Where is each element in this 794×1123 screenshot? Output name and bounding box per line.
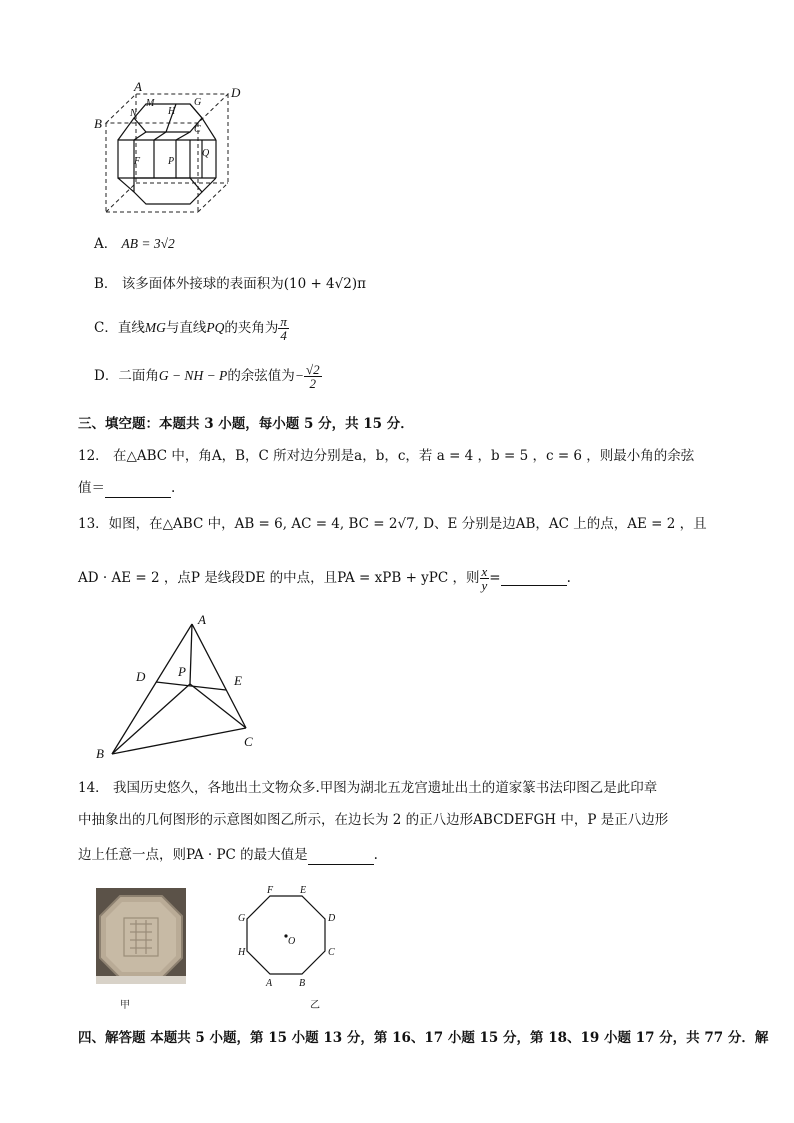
q14-line2: 中抽象出的几何图形的示意图如图乙所示，在边长为 2 的正八边形ABCDEFGH 中，P 是正八边形	[78, 812, 669, 828]
label-B: B	[94, 116, 102, 131]
option-b-text: 该多面体外接球的表面积为(10 + 4√2)π	[121, 276, 366, 292]
label-A: A	[134, 80, 142, 94]
q13-line2-a: AD · AE = 2 ，点P 是线段DE 的中点，且PA = xPB + yPC ，则	[78, 570, 480, 586]
tri-label-C: C	[244, 734, 253, 749]
option-d-frac-num: √2	[305, 361, 320, 377]
segment-AP	[190, 624, 192, 684]
label-Q: Q	[202, 148, 210, 159]
oct-label-O: O	[288, 936, 296, 947]
option-d-frac-sign: −	[294, 368, 304, 383]
option-d-text-b: G − NH − P	[158, 368, 228, 383]
q13-line1: 13．如图，在△ABC 中，AB = 6, AC = 4, BC = 2√7, D、E 分别是边AB，AC 上的点，AE = 2 ，且	[78, 516, 707, 532]
option-a	[94, 234, 175, 254]
label-D: D	[231, 85, 241, 100]
q14-line3-text: 边上任意一点，则PA · PC 的最大值是	[78, 847, 308, 863]
label-H: H	[168, 106, 176, 117]
option-d-frac-den: 2	[309, 375, 316, 391]
label-M: M	[146, 98, 155, 109]
polyhedron-figure	[90, 80, 250, 220]
section3-heading: 三、填空题：本题共 3 小题，每小题 5 分，共 15 分．	[78, 416, 414, 432]
tri-label-B: B	[96, 746, 104, 760]
section4-heading: 四、解答题 本题共 5 小题，第 15 小题 13 分，第 16、17 小题 15 分，第 18、19 小题 17 分，共 77 分．解	[78, 1030, 769, 1046]
oct-label-F: F	[267, 885, 274, 896]
option-b-prefix: B．	[94, 276, 118, 292]
oct-label-E: E	[300, 885, 307, 896]
option-c-text-e: 的夹角为	[224, 320, 279, 336]
option-d-text-a: 二面角	[118, 368, 159, 384]
segment-CP	[190, 684, 246, 728]
caption-left	[116, 996, 146, 1012]
oct-label-H: H	[238, 947, 246, 958]
q13-frac-num: x	[481, 563, 488, 579]
tri-label-D: D	[136, 669, 146, 684]
label-P: P	[168, 156, 175, 167]
svg-text:甲: 甲	[120, 1000, 130, 1011]
option-c-frac-den: 4	[280, 327, 287, 343]
octagon-figure	[230, 882, 350, 1016]
oct-label-A: A	[266, 978, 273, 989]
option-d-text-c: 的余弦值为	[227, 368, 295, 384]
q14-line3: 边上任意一点，则PA · PC 的最大值是 .	[78, 847, 378, 863]
q12-line2: 值＝ .	[78, 480, 176, 496]
q12-line2-text: 值＝	[78, 480, 105, 496]
q13-frac-den: y	[481, 577, 488, 593]
cube-frame	[106, 94, 228, 212]
label-N: N	[130, 108, 137, 119]
option-c-text-d: PQ	[206, 320, 225, 335]
seal-image	[96, 888, 186, 984]
oct-label-B: B	[299, 978, 306, 989]
option-c	[94, 311, 289, 345]
option-d-fraction	[304, 363, 322, 390]
q13-line2-b: =	[489, 570, 501, 586]
option-d	[94, 356, 322, 396]
option-c-prefix: C．	[94, 320, 118, 336]
q13-answer-blank	[501, 571, 567, 586]
oct-label-G: G	[238, 913, 246, 924]
label-F: F	[134, 156, 141, 167]
tri-label-A: A	[198, 612, 206, 627]
tri-label-P: P	[178, 664, 186, 679]
option-c-text-a: 直线	[117, 320, 145, 336]
edge-AB	[112, 624, 192, 754]
q12-answer-blank	[105, 483, 171, 498]
triangle-figure	[90, 610, 270, 760]
caption-right: 乙	[310, 1000, 320, 1011]
option-c-fraction	[278, 315, 289, 342]
segment-DE	[156, 682, 226, 690]
label-G: G	[194, 97, 202, 108]
oct-label-C: C	[328, 947, 335, 958]
q14-line1: 14． 我国历史悠久，各地出土文物众多.甲图为湖北五龙宫遗址出土的道家篆书法印图乙是此印章	[78, 780, 658, 796]
q13-fraction	[480, 565, 490, 592]
tri-label-E: E	[234, 673, 242, 688]
q13-line2: AD · AE = 2 ，点P 是线段DE 的中点，且PA = xPB + yPC ，则 $\frac{x}{y}$ = .	[78, 563, 571, 593]
q14-answer-blank	[308, 850, 374, 865]
option-c-text-c: 与直线	[165, 320, 207, 336]
option-c-text-b: MG	[144, 320, 166, 335]
segment-BP	[112, 684, 190, 754]
label-C: C	[194, 124, 201, 135]
option-c-frac-num: π	[280, 313, 287, 329]
option-d-prefix: D．	[94, 368, 119, 384]
option-a-prefix: A．	[94, 236, 118, 252]
oct-label-D: D	[328, 913, 336, 924]
edge-BC	[112, 728, 246, 754]
q12-line1: 12． 在△ABC 中，角A，B，C 所对边分别是a，b，c，若 a = 4 ，b = 5 ，c = 6 ，则最小角的余弦	[78, 448, 695, 464]
option-b	[94, 274, 366, 294]
seal-photo	[96, 888, 186, 984]
option-a-text: AB = 3√2	[121, 236, 175, 251]
